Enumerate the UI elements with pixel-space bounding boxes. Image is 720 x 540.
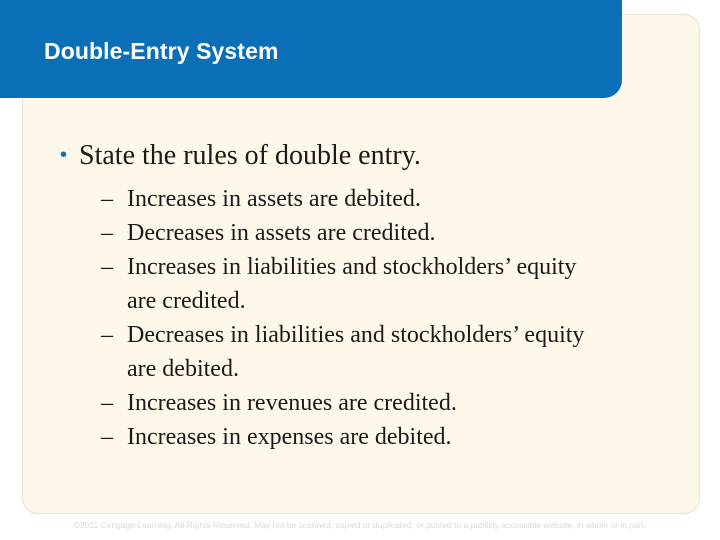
list-item (101, 250, 691, 318)
list-item-text-continued: are debited. (127, 356, 239, 382)
dash-icon: – (101, 390, 113, 416)
slide-title: Double-Entry System (44, 38, 279, 64)
bullet-icon: • (60, 144, 68, 166)
sub-bullet-list (101, 182, 691, 454)
main-bullet (60, 140, 421, 172)
dash-icon: – (101, 254, 113, 280)
list-item-text: Increases in revenues are credited. (127, 390, 457, 416)
list-item-text: Increases in expenses are debited. (127, 424, 452, 450)
list-item (101, 386, 691, 420)
list-item (101, 420, 691, 454)
list-item-text: Decreases in assets are credited. (127, 220, 436, 246)
title-bar (0, 0, 622, 98)
list-item-text: Increases in liabilities and stockholders’ equity (127, 254, 577, 280)
dash-icon: – (101, 424, 113, 450)
copyright-footer: ©2011 Cengage Learning. All Rights Reserved. May not be scanned, copied or duplicated, or posted to a publicly accessible website, in whole or in part. (73, 520, 647, 530)
dash-icon: – (101, 220, 113, 246)
list-item (101, 318, 691, 386)
list-item (101, 182, 691, 216)
dash-icon: – (101, 186, 113, 212)
list-item (101, 216, 691, 250)
dash-icon: – (101, 322, 113, 348)
main-bullet-text: State the rules of double entry. (79, 140, 421, 171)
list-item-text: Decreases in liabilities and stockholders’ equity (127, 322, 585, 348)
list-item-text-continued: are credited. (127, 288, 246, 314)
list-item-text: Increases in assets are debited. (127, 186, 421, 212)
